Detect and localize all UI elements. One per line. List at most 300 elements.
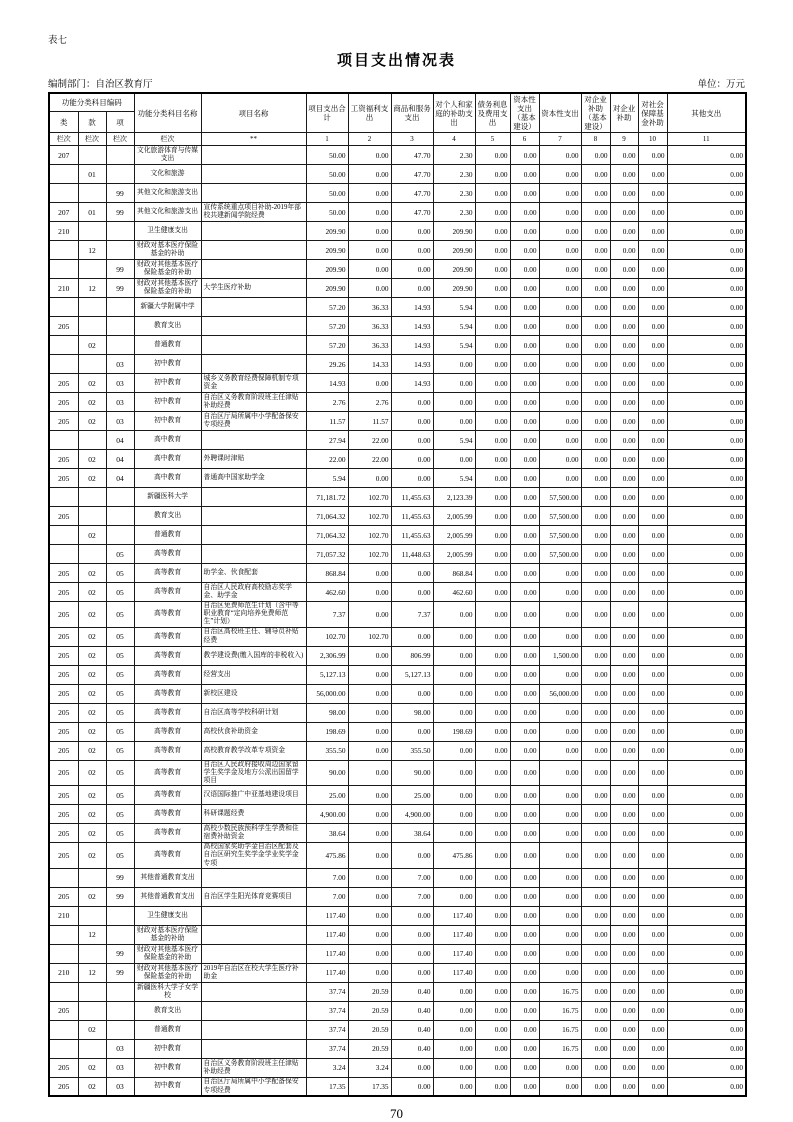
table-row	[49, 868, 746, 887]
value-cell: 0.00	[348, 843, 391, 869]
value-cell: 0.00	[475, 260, 510, 279]
value-cell: 209.90	[433, 260, 475, 279]
code-class-cell	[49, 336, 78, 355]
value-cell: 0.00	[610, 317, 638, 336]
code-item-cell	[106, 165, 134, 184]
value-cell: 0.00	[475, 1039, 510, 1058]
table-row	[49, 317, 746, 336]
code-class-cell	[49, 241, 78, 260]
value-cell: 0.00	[581, 488, 610, 507]
unit-label: 单位：万元	[697, 80, 745, 90]
value-cell: 0.00	[581, 241, 610, 260]
value-cell: 0.00	[638, 1020, 667, 1039]
code-section-cell: 02	[78, 602, 106, 628]
project-name-cell: 外聘课时津贴	[201, 450, 306, 469]
value-cell: 0.00	[539, 431, 581, 450]
value-cell: 0.00	[348, 963, 391, 982]
code-class-cell: 205	[49, 805, 78, 824]
value-cell: 0.00	[539, 317, 581, 336]
value-cell: 0.00	[475, 1001, 510, 1020]
value-cell: 0.00	[510, 824, 539, 843]
value-cell: 0.00	[638, 805, 667, 824]
value-cell: 0.00	[667, 760, 746, 786]
code-item-cell: 03	[106, 1077, 134, 1096]
value-cell: 0.00	[581, 583, 610, 602]
value-cell: 2,306.99	[306, 646, 348, 665]
table-row	[49, 469, 746, 488]
value-cell: 2,123.39	[433, 488, 475, 507]
value-cell: 0.00	[348, 646, 391, 665]
value-cell: 0.00	[581, 412, 610, 431]
value-cell: 0.00	[610, 703, 638, 722]
code-item-cell: 04	[106, 450, 134, 469]
value-cell: 806.99	[391, 646, 433, 665]
value-cell: 71,057.32	[306, 545, 348, 564]
value-cell: 0.00	[475, 805, 510, 824]
value-cell: 0.00	[510, 805, 539, 824]
value-cell: 0.00	[610, 374, 638, 393]
value-cell: 0.00	[610, 982, 638, 1001]
value-cell: 0.00	[610, 203, 638, 222]
code-class-cell	[49, 868, 78, 887]
value-cell: 355.50	[391, 741, 433, 760]
table-row	[49, 602, 746, 628]
header-enterprise-subsidy: 对企业补助	[610, 93, 638, 133]
value-cell: 0.00	[667, 1001, 746, 1020]
value-cell: 0.00	[667, 843, 746, 869]
value-cell: 0.00	[433, 887, 475, 906]
value-cell: 0.00	[638, 627, 667, 646]
value-cell: 0.00	[539, 469, 581, 488]
value-cell: 25.00	[391, 786, 433, 805]
value-cell: 57,500.00	[539, 526, 581, 545]
value-cell: 0.00	[391, 260, 433, 279]
table-row	[49, 355, 746, 374]
value-cell: 0.00	[510, 906, 539, 925]
value-cell: 7.37	[391, 602, 433, 628]
header-debt-interest: 债务利息及费用支出	[475, 93, 510, 133]
value-cell: 17.35	[306, 1077, 348, 1096]
value-cell: 0.00	[510, 1058, 539, 1077]
value-cell: 0.00	[348, 583, 391, 602]
subject-name-cell: 普通教育	[134, 526, 201, 545]
value-cell: 0.00	[581, 741, 610, 760]
code-item-cell: 03	[106, 393, 134, 412]
value-cell: 0.00	[638, 146, 667, 165]
value-cell: 0.00	[433, 741, 475, 760]
value-cell: 0.00	[638, 526, 667, 545]
code-section-cell	[78, 184, 106, 203]
value-cell: 209.90	[306, 279, 348, 298]
project-name-cell	[201, 431, 306, 450]
code-item-cell: 05	[106, 646, 134, 665]
value-cell: 0.00	[539, 241, 581, 260]
code-item-cell: 03	[106, 412, 134, 431]
subject-name-cell: 新疆大学附属中学	[134, 298, 201, 317]
value-cell: 117.40	[433, 906, 475, 925]
value-cell: 0.00	[539, 564, 581, 583]
header-project-name: 项目名称	[201, 93, 306, 133]
subject-name-cell: 高等教育	[134, 602, 201, 628]
header-total: 项目支出合计	[306, 93, 348, 133]
code-class-cell	[49, 982, 78, 1001]
index-cell: 4	[433, 133, 475, 146]
code-item-cell	[106, 507, 134, 526]
value-cell: 0.00	[433, 1039, 475, 1058]
value-cell: 0.00	[433, 1001, 475, 1020]
value-cell: 0.00	[539, 184, 581, 203]
value-cell: 0.00	[510, 982, 539, 1001]
value-cell: 0.00	[475, 279, 510, 298]
code-item-cell: 03	[106, 1058, 134, 1077]
table-row	[49, 906, 746, 925]
value-cell: 0.00	[391, 963, 433, 982]
value-cell: 0.00	[638, 703, 667, 722]
value-cell: 2.30	[433, 184, 475, 203]
value-cell: 37.74	[306, 982, 348, 1001]
subject-name-cell: 财政对其他基本医疗保险基金的补助	[134, 944, 201, 963]
value-cell: 0.40	[391, 1001, 433, 1020]
value-cell: 0.00	[391, 944, 433, 963]
value-cell: 0.00	[581, 646, 610, 665]
value-cell: 0.00	[348, 760, 391, 786]
value-cell: 0.00	[433, 665, 475, 684]
project-name-cell: 自治区人民政府接收周边国家留学生奖学金及地方公派出国留学项目	[201, 760, 306, 786]
project-name-cell	[201, 184, 306, 203]
table-body	[49, 146, 746, 1097]
table-row	[49, 545, 746, 564]
value-cell: 0.00	[510, 583, 539, 602]
value-cell: 0.00	[581, 1001, 610, 1020]
code-item-cell	[106, 298, 134, 317]
code-class-cell: 205	[49, 741, 78, 760]
value-cell: 0.00	[539, 412, 581, 431]
value-cell: 0.00	[510, 146, 539, 165]
code-item-cell	[106, 222, 134, 241]
value-cell: 0.00	[638, 684, 667, 703]
value-cell: 0.00	[638, 222, 667, 241]
value-cell: 117.40	[306, 906, 348, 925]
code-item-cell	[106, 146, 134, 165]
subject-name-cell: 初中教育	[134, 374, 201, 393]
value-cell: 0.00	[581, 786, 610, 805]
code-item-cell: 03	[106, 1039, 134, 1058]
table-row	[49, 944, 746, 963]
value-cell: 0.00	[539, 165, 581, 184]
value-cell: 0.00	[610, 583, 638, 602]
code-item-cell: 05	[106, 741, 134, 760]
value-cell: 29.26	[306, 355, 348, 374]
header-code-section: 款	[78, 112, 106, 133]
value-cell: 0.00	[475, 665, 510, 684]
project-name-cell: 自治区厅局所属中小学配备保安专项经费	[201, 1077, 306, 1096]
value-cell: 0.00	[433, 684, 475, 703]
value-cell: 16.75	[539, 1001, 581, 1020]
value-cell: 7.00	[306, 887, 348, 906]
value-cell: 0.00	[348, 564, 391, 583]
value-cell: 0.00	[348, 279, 391, 298]
value-cell: 47.70	[391, 146, 433, 165]
project-name-cell	[201, 336, 306, 355]
subject-name-cell: 高等教育	[134, 583, 201, 602]
value-cell: 0.00	[510, 1020, 539, 1039]
value-cell: 0.00	[581, 1077, 610, 1096]
code-item-cell: 05	[106, 545, 134, 564]
value-cell: 0.00	[475, 545, 510, 564]
value-cell: 0.00	[638, 184, 667, 203]
value-cell: 0.00	[610, 526, 638, 545]
value-cell: 0.00	[667, 982, 746, 1001]
value-cell: 102.70	[348, 545, 391, 564]
code-class-cell: 210	[49, 279, 78, 298]
project-name-cell: 普通高中国家助学金	[201, 469, 306, 488]
value-cell: 0.00	[610, 184, 638, 203]
subject-name-cell: 高等教育	[134, 786, 201, 805]
value-cell: 2,005.99	[433, 526, 475, 545]
value-cell: 198.69	[306, 722, 348, 741]
value-cell: 117.40	[433, 963, 475, 982]
value-cell: 0.00	[539, 260, 581, 279]
table-row	[49, 203, 746, 222]
value-cell: 0.00	[475, 963, 510, 982]
subject-name-cell: 初中教育	[134, 1058, 201, 1077]
value-cell: 0.00	[581, 526, 610, 545]
value-cell: 0.00	[475, 703, 510, 722]
value-cell: 0.00	[391, 222, 433, 241]
value-cell: 0.00	[348, 805, 391, 824]
value-cell: 4,900.00	[391, 805, 433, 824]
value-cell: 0.00	[510, 412, 539, 431]
table-row	[49, 982, 746, 1001]
value-cell: 0.00	[667, 526, 746, 545]
code-section-cell: 02	[78, 412, 106, 431]
value-cell: 0.00	[638, 412, 667, 431]
value-cell: 0.00	[510, 526, 539, 545]
subject-name-cell: 文化旅游体育与传媒支出	[134, 146, 201, 165]
code-class-cell	[49, 165, 78, 184]
value-cell: 0.00	[510, 843, 539, 869]
value-cell: 0.00	[510, 336, 539, 355]
value-cell: 0.00	[667, 1020, 746, 1039]
code-item-cell: 05	[106, 665, 134, 684]
value-cell: 37.74	[306, 1020, 348, 1039]
value-cell: 0.00	[638, 824, 667, 843]
table-row	[49, 260, 746, 279]
value-cell: 0.00	[510, 222, 539, 241]
table-row	[49, 887, 746, 906]
value-cell: 20.59	[348, 1001, 391, 1020]
header-other: 其他支出	[667, 93, 746, 133]
value-cell: 0.00	[475, 355, 510, 374]
project-name-cell	[201, 222, 306, 241]
value-cell: 7.37	[306, 602, 348, 628]
value-cell: 0.00	[539, 1058, 581, 1077]
meta-row	[48, 76, 745, 90]
value-cell: 0.00	[638, 786, 667, 805]
value-cell: 209.90	[433, 279, 475, 298]
header-subject-name: 功能分类科目名称	[134, 93, 201, 133]
code-item-cell: 99	[106, 184, 134, 203]
value-cell: 0.40	[391, 1039, 433, 1058]
value-cell: 0.00	[348, 602, 391, 628]
value-cell: 0.00	[610, 469, 638, 488]
value-cell: 98.00	[391, 703, 433, 722]
project-name-cell	[201, 165, 306, 184]
code-item-cell: 05	[106, 602, 134, 628]
value-cell: 0.00	[539, 602, 581, 628]
code-section-cell	[78, 355, 106, 374]
value-cell: 0.00	[539, 741, 581, 760]
table-row	[49, 583, 746, 602]
value-cell: 5.94	[306, 469, 348, 488]
value-cell: 57,500.00	[539, 507, 581, 526]
code-section-cell: 02	[78, 1020, 106, 1039]
value-cell: 0.00	[667, 583, 746, 602]
project-name-cell	[201, 298, 306, 317]
value-cell: 0.00	[539, 450, 581, 469]
value-cell: 0.00	[539, 583, 581, 602]
project-name-cell	[201, 488, 306, 507]
value-cell: 462.60	[306, 583, 348, 602]
value-cell: 0.00	[638, 602, 667, 628]
value-cell: 57,500.00	[539, 545, 581, 564]
value-cell: 0.00	[475, 184, 510, 203]
subject-name-cell: 初中教育	[134, 412, 201, 431]
value-cell: 0.00	[475, 393, 510, 412]
value-cell: 0.00	[610, 786, 638, 805]
header-wages: 工资福利支出	[348, 93, 391, 133]
subject-name-cell: 教育支出	[134, 1001, 201, 1020]
code-section-cell	[78, 431, 106, 450]
code-item-cell	[106, 925, 134, 944]
code-class-cell	[49, 1039, 78, 1058]
prepared-by-label: 编制部门：自治区教育厅	[48, 80, 153, 90]
column-index-row	[49, 133, 746, 146]
value-cell: 0.00	[539, 722, 581, 741]
code-section-cell	[78, 982, 106, 1001]
value-cell: 0.00	[610, 722, 638, 741]
value-cell: 0.00	[610, 665, 638, 684]
project-name-cell: 自治区义务教育阶段班主任津贴补助经费	[201, 1058, 306, 1077]
value-cell: 209.90	[306, 222, 348, 241]
value-cell: 0.00	[391, 469, 433, 488]
table-row	[49, 431, 746, 450]
code-class-cell: 205	[49, 412, 78, 431]
value-cell: 0.00	[475, 925, 510, 944]
project-name-cell	[201, 944, 306, 963]
code-class-cell: 205	[49, 1001, 78, 1020]
value-cell: 3.24	[348, 1058, 391, 1077]
value-cell: 0.00	[667, 646, 746, 665]
value-cell: 0.00	[433, 805, 475, 824]
value-cell: 90.00	[391, 760, 433, 786]
table-row	[49, 374, 746, 393]
table-row	[49, 507, 746, 526]
value-cell: 0.00	[610, 545, 638, 564]
value-cell: 0.00	[581, 703, 610, 722]
code-class-cell: 205	[49, 507, 78, 526]
project-name-cell: 宣传系统重点项目补助-2019年部校共建新闻学院经费	[201, 203, 306, 222]
value-cell: 0.00	[638, 355, 667, 374]
value-cell: 16.75	[539, 1020, 581, 1039]
value-cell: 0.00	[638, 507, 667, 526]
value-cell: 0.00	[475, 786, 510, 805]
code-item-cell: 99	[106, 963, 134, 982]
project-name-cell	[201, 146, 306, 165]
project-name-cell	[201, 925, 306, 944]
code-section-cell: 02	[78, 1077, 106, 1096]
code-item-cell	[106, 488, 134, 507]
value-cell: 0.00	[667, 944, 746, 963]
table-row	[49, 184, 746, 203]
value-cell: 0.00	[581, 431, 610, 450]
value-cell: 0.00	[510, 317, 539, 336]
value-cell: 0.00	[475, 564, 510, 583]
value-cell: 14.33	[348, 355, 391, 374]
value-cell: 0.00	[667, 722, 746, 741]
value-cell: 47.70	[391, 203, 433, 222]
project-name-cell: 自治区人民政府高校励志奖学金、助学金	[201, 583, 306, 602]
value-cell: 0.00	[610, 805, 638, 824]
subject-name-cell: 高等教育	[134, 627, 201, 646]
value-cell: 0.00	[510, 722, 539, 741]
value-cell: 868.84	[306, 564, 348, 583]
value-cell: 0.00	[539, 665, 581, 684]
subject-name-cell: 高等教育	[134, 843, 201, 869]
subject-name-cell: 初中教育	[134, 1039, 201, 1058]
project-name-cell: 汉语国际推广中亚基地建设项目	[201, 786, 306, 805]
table-row	[49, 146, 746, 165]
code-item-cell: 05	[106, 627, 134, 646]
value-cell: 14.93	[391, 336, 433, 355]
subject-name-cell: 高等教育	[134, 760, 201, 786]
project-name-cell	[201, 1039, 306, 1058]
table-row	[49, 805, 746, 824]
code-section-cell: 02	[78, 374, 106, 393]
value-cell: 0.00	[581, 545, 610, 564]
project-name-cell: 科研课题经费	[201, 805, 306, 824]
project-name-cell: 自治区高等学校科研计划	[201, 703, 306, 722]
value-cell: 0.00	[638, 1039, 667, 1058]
code-section-cell: 02	[78, 450, 106, 469]
code-class-cell: 207	[49, 146, 78, 165]
code-class-cell	[49, 488, 78, 507]
value-cell: 0.00	[475, 602, 510, 628]
code-item-cell	[106, 1020, 134, 1039]
code-class-cell: 205	[49, 317, 78, 336]
value-cell: 2.30	[433, 165, 475, 184]
table-row	[49, 722, 746, 741]
code-class-cell	[49, 355, 78, 374]
code-section-cell: 02	[78, 887, 106, 906]
value-cell: 0.00	[433, 627, 475, 646]
value-cell: 0.00	[348, 944, 391, 963]
table-row	[49, 1077, 746, 1096]
value-cell: 0.00	[510, 393, 539, 412]
value-cell: 14.93	[391, 374, 433, 393]
code-section-cell	[78, 146, 106, 165]
value-cell: 0.00	[433, 1058, 475, 1077]
value-cell: 0.00	[510, 241, 539, 260]
value-cell: 0.00	[475, 469, 510, 488]
value-cell: 0.00	[638, 843, 667, 869]
value-cell: 0.00	[638, 1001, 667, 1020]
value-cell: 0.00	[348, 741, 391, 760]
value-cell: 0.00	[581, 722, 610, 741]
index-cell: 7	[539, 133, 581, 146]
value-cell: 0.00	[475, 526, 510, 545]
value-cell: 0.00	[667, 665, 746, 684]
